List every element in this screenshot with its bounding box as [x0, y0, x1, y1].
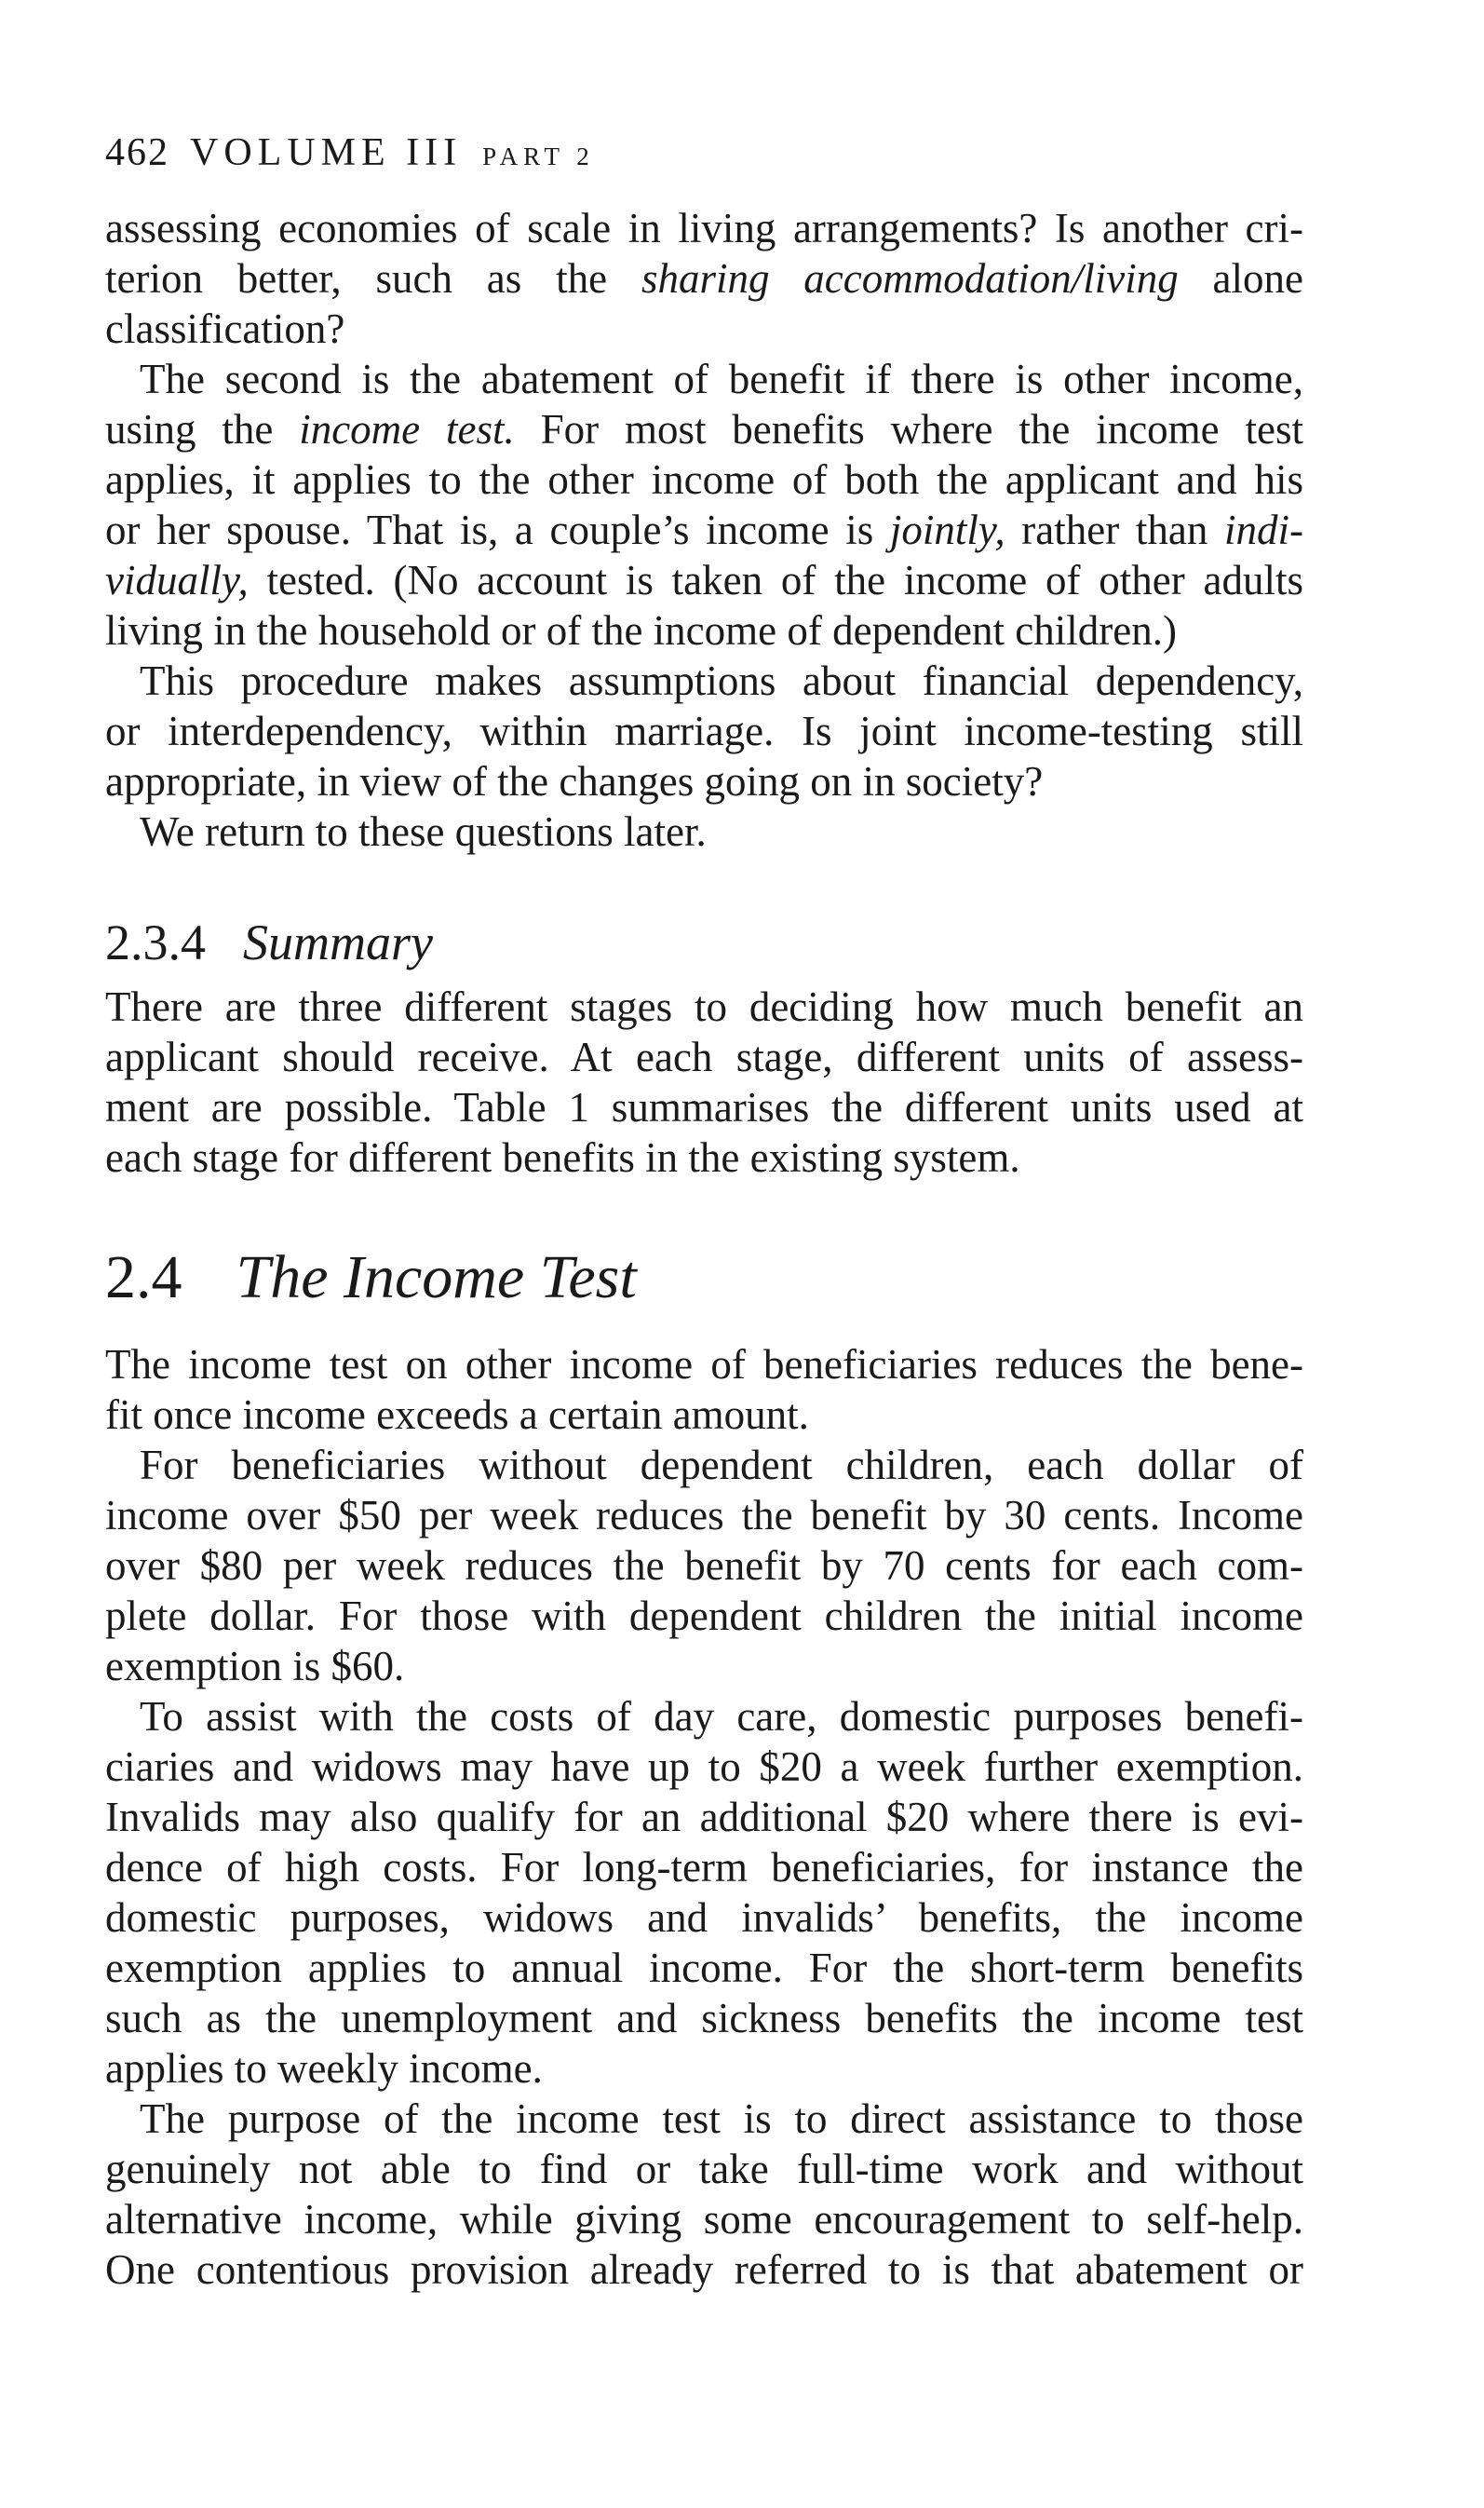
- running-head: [105, 130, 595, 175]
- body-line: each stage for different benefits in the existing system.: [105, 1134, 1020, 1181]
- body-line: using the income test. For most benefits where the income test: [105, 406, 1303, 453]
- body-line: classification?: [105, 305, 345, 352]
- body-line: We return to these questions later.: [140, 808, 707, 855]
- body-line: living in the household or of the income of dependent children.): [105, 607, 1177, 654]
- body-line: such as the unemployment and sickness benefits the income test: [105, 1995, 1303, 2041]
- body-line: applicant should receive. At each stage, different units of assess-: [105, 1034, 1303, 1080]
- body-line: genuinely not able to find or take full-time work and without: [105, 2146, 1303, 2192]
- body-line: This procedure makes assumptions about financial dependency,: [140, 658, 1303, 704]
- section-title: The Income Test: [236, 1243, 637, 1311]
- section-heading-2-3-4: [105, 915, 433, 970]
- body-line: alternative income, while giving some encouragement to self-help.: [105, 2196, 1303, 2243]
- body-line: assessing economies of scale in living arrangements? Is another cri-: [105, 205, 1303, 251]
- section-number: 2.3.4: [105, 915, 206, 970]
- body-line: fit once income exceeds a certain amount.: [105, 1391, 809, 1438]
- section-title: Summary: [243, 915, 433, 970]
- body-line: applies, it applies to the other income of both the applicant and his: [105, 456, 1303, 503]
- body-line: over $80 per week reduces the benefit by 70 cents for each com-: [105, 1542, 1303, 1589]
- body-line: The purpose of the income test is to direct assistance to those: [140, 2095, 1303, 2142]
- body-line: exemption applies to annual income. For the short-term benefits: [105, 1945, 1303, 1991]
- page-number: 462: [105, 131, 169, 174]
- body-line: To assist with the costs of day care, domestic purposes benefi-: [140, 1693, 1303, 1740]
- body-line: Invalids may also qualify for an additional $20 where there is evi-: [105, 1794, 1303, 1840]
- body-line: or her spouse. That is, a couple’s income is jointly, rather than indi-: [105, 507, 1303, 553]
- body-line: dence of high costs. For long-term beneficiaries, for instance the: [105, 1844, 1303, 1891]
- body-line: plete dollar. For those with dependent children the initial income: [105, 1593, 1303, 1639]
- body-line: appropriate, in view of the changes going on in society?: [105, 758, 1044, 805]
- body-line: For beneficiaries without dependent children, each dollar of: [140, 1442, 1303, 1488]
- section-number: 2.4: [105, 1243, 182, 1311]
- body-line: There are three different stages to deciding how much benefit an: [105, 983, 1303, 1030]
- body-line: One contentious provision already referred to is that abatement or: [105, 2246, 1303, 2293]
- body-line: The second is the abatement of benefit if there is other income,: [140, 356, 1303, 402]
- body-line: income over $50 per week reduces the benefit by 30 cents. Income: [105, 1492, 1303, 1539]
- section-heading-2-4: [105, 1244, 637, 1311]
- body-line: applies to weekly income.: [105, 2045, 543, 2092]
- body-line: or interdependency, within marriage. Is joint income-testing still: [105, 708, 1303, 754]
- body-line: terion better, such as the sharing accommodation/living alone: [105, 255, 1304, 302]
- volume-label: VOLUME III: [190, 131, 463, 174]
- part-label: PART 2: [482, 142, 595, 170]
- body-line: vidually, tested. (No account is taken of the income of other adults: [105, 557, 1303, 603]
- body-line: exemption is $60.: [105, 1643, 405, 1689]
- body-line: domestic purposes, widows and invalids’ benefits, the income: [105, 1894, 1303, 1941]
- body-line: ment are possible. Table 1 summarises the different units used at: [105, 1084, 1303, 1131]
- body-line: The income test on other income of beneficiaries reduces the bene-: [105, 1341, 1303, 1388]
- body-line: ciaries and widows may have up to $20 a week further exemption.: [105, 1743, 1303, 1790]
